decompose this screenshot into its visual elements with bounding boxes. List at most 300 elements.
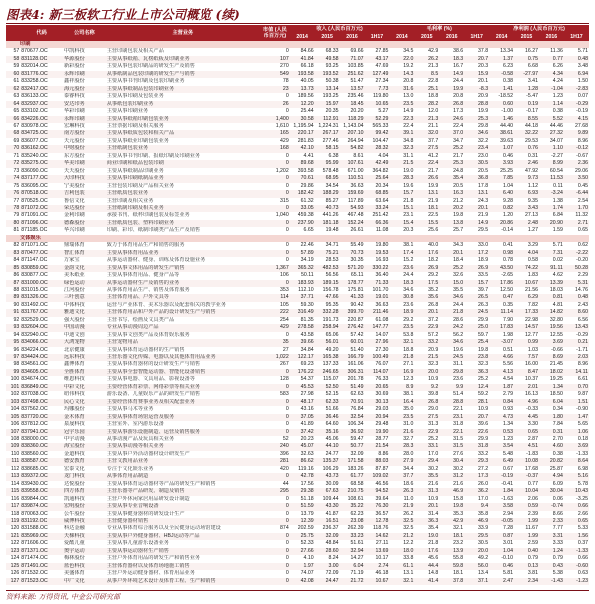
cell-mcap: 0 xyxy=(260,533,290,540)
cell-value: 1.14 xyxy=(539,101,564,108)
cell-value: 50.77 xyxy=(340,443,365,450)
cell-value: 38.1 xyxy=(403,242,414,249)
cell-value: 176.22 xyxy=(290,369,315,376)
cell-value: 32.09 xyxy=(350,450,364,457)
cell-value: 47.69 xyxy=(375,63,389,70)
cell-index: 81 xyxy=(13,227,20,234)
cell-value: 1.23 xyxy=(502,436,514,443)
cell-value: 15.97 xyxy=(315,101,340,108)
cell-value: 22.98 xyxy=(524,316,538,323)
cell-value: 3.31 xyxy=(539,533,564,540)
cell-value: 46.56 xyxy=(375,480,389,487)
cell-value: 39.64 xyxy=(375,495,389,502)
cell-value: 47.92 xyxy=(524,167,538,174)
cell-value: 17.2 xyxy=(464,250,489,257)
cell-index: 80 xyxy=(6,220,20,227)
cell-value: 44.46 xyxy=(549,122,563,129)
cell-value: 175.81 xyxy=(347,286,364,293)
cell-value: 95.35 xyxy=(325,301,339,308)
cell-code: 832417.OC xyxy=(20,86,63,93)
cell-mcap: 35 xyxy=(260,339,290,346)
cell-name: 泉晟科技 xyxy=(63,421,85,428)
cell-value: 1.84 xyxy=(489,488,514,495)
cell-name: 中广文化 xyxy=(63,578,106,585)
cell-value: 5.56 xyxy=(502,361,514,368)
header-year: 2016 xyxy=(539,33,564,41)
cell-value: 17.6 xyxy=(414,548,439,555)
cell-name: 冠宇乐园 xyxy=(63,429,106,436)
cell-value: 3.54 xyxy=(489,443,514,450)
cell-code: 834605.OC xyxy=(20,369,63,376)
cell-value: 45.6 xyxy=(428,555,439,562)
cell-value: 15.4 xyxy=(389,220,414,227)
table-row xyxy=(6,123,589,130)
cell-value: 23.5 xyxy=(389,324,414,331)
cell-code: 832940.OC xyxy=(21,331,48,338)
cell-business: 从事纸包装印刷业务 xyxy=(106,101,260,108)
cell-value: 34.7 xyxy=(453,137,464,144)
cell-value: 34.19 xyxy=(300,257,314,264)
cell-name: 中迪文创 xyxy=(63,331,85,338)
cell-code: 871091.OC xyxy=(21,212,48,219)
cell-value: 32.09 xyxy=(315,533,340,540)
cell-value: 100.49 xyxy=(364,354,389,361)
cell-value: 32.6 xyxy=(453,272,464,279)
cell-mcap: 1,610 xyxy=(275,122,289,129)
cell-value: 66.18 xyxy=(300,63,314,70)
table-row xyxy=(6,317,589,324)
cell-value: 38.1 xyxy=(403,391,414,398)
cell-name: 德安教育 xyxy=(63,458,106,465)
cell-value: 30.8 xyxy=(389,294,414,301)
cell-index: 122 xyxy=(10,540,20,547)
cell-index: 99 xyxy=(6,369,20,376)
cell-value: 25.2 xyxy=(478,376,489,383)
cell-value: 3.93 xyxy=(489,160,514,167)
cell-value: 24.4 xyxy=(453,301,464,308)
cell-code: 870677.OC xyxy=(21,48,48,55)
cell-index: 64 xyxy=(6,101,20,108)
cell-value: 5.71 xyxy=(577,48,588,55)
cell-value: 27.11 xyxy=(375,540,389,547)
table-row xyxy=(6,354,589,361)
cell-value: 27.34 xyxy=(375,78,389,85)
cell-value: 16.9 xyxy=(389,369,414,376)
cell-code: 871185.OC xyxy=(21,227,48,234)
cell-value: 20.8 xyxy=(453,93,464,100)
cell-code: 830859.OC xyxy=(20,265,63,272)
cell-value: 1.04 xyxy=(489,548,514,555)
header-year: 1H17 xyxy=(464,33,489,41)
cell-value: 68.95 xyxy=(315,175,340,182)
cell-value: 26.0 xyxy=(478,480,489,487)
cell-value: 56.0 xyxy=(464,563,489,570)
cell-mcap: 0 xyxy=(260,578,290,585)
cell-mcap: 420 xyxy=(280,465,289,472)
cell-value: 237.90 xyxy=(290,220,315,227)
table-row xyxy=(6,473,589,480)
cell-code: 871072.OC xyxy=(20,205,63,212)
table-row xyxy=(6,265,589,272)
cell-code: 831192.OC xyxy=(20,518,63,525)
cell-value: 20.8 xyxy=(403,78,414,85)
cell-value: 8.47 xyxy=(514,369,539,376)
header-biz: 主营业务 xyxy=(106,25,260,41)
cell-code: 871371.OC xyxy=(20,548,63,555)
cell-value: 8.24 xyxy=(328,555,339,562)
cell-value: 32.94 xyxy=(340,548,365,555)
table-row xyxy=(6,481,589,488)
cell-business: 主营印刷及相关业务 xyxy=(106,197,154,204)
cell-value: 1.20 xyxy=(502,212,514,219)
cell-mcap: 281 xyxy=(260,458,290,465)
cell-value: 13.14 xyxy=(315,86,340,93)
cell-code: 837562.OC xyxy=(21,406,48,413)
cell-value: 8.99 xyxy=(539,160,564,167)
cell-value: 16.00 xyxy=(524,361,538,368)
cell-value: -1.23 xyxy=(564,578,589,585)
cell-value: 2.36 xyxy=(564,160,589,167)
table-row xyxy=(6,384,589,391)
cell-value: 24.47 xyxy=(315,578,340,585)
cell-value: 46.9 xyxy=(439,488,464,495)
cell-value: 10.65 xyxy=(364,101,389,108)
cell-value: 30.58 xyxy=(290,116,315,123)
cell-value: 30.2 xyxy=(453,465,464,472)
cell-value: 17.8 xyxy=(478,182,489,189)
cell-value: 12.50 xyxy=(500,286,514,293)
cell-value: 30.13 xyxy=(364,399,389,406)
cell-index: 86 xyxy=(13,272,20,279)
cell-value: 13.34 xyxy=(500,48,514,55)
cell-value: 0.18 xyxy=(577,436,588,443)
cell-name: 爱酷儿童 xyxy=(63,540,85,547)
cell-value: 14.76 xyxy=(575,286,588,293)
cell-name: 中凯科技 xyxy=(63,48,85,55)
cell-value: 61.32 xyxy=(300,197,314,204)
cell-value: 21.7 xyxy=(453,152,464,159)
cell-index: 119 xyxy=(6,518,20,525)
cell-value: 51.61 xyxy=(350,540,364,547)
cell-value: 45.06 xyxy=(325,436,339,443)
cell-value: 33.0 xyxy=(478,242,489,249)
cell-value: 94.52 xyxy=(364,488,389,495)
header-margin: 毛利率 (%) xyxy=(389,25,489,33)
cell-value: 4.24 xyxy=(552,78,563,85)
cell-value: 459.38 xyxy=(297,212,314,219)
cell-value: 267.17 xyxy=(315,130,340,137)
cell-value: 114.07 xyxy=(364,369,389,376)
cell-value: 22.9 xyxy=(414,324,439,331)
cell-value: 193.25 xyxy=(322,93,339,100)
cell-value: 6.61 xyxy=(577,376,588,383)
cell-value: 20.1 xyxy=(464,205,489,212)
cell-value: 1.51 xyxy=(564,399,589,406)
cell-business: 主要从事文创类产品及体育娱乐服务 xyxy=(106,331,190,338)
cell-value: 1.03 xyxy=(527,346,538,353)
cell-value: 14.11 xyxy=(564,369,589,376)
cell-value: 183.93 xyxy=(290,280,315,287)
section-label: 印刷 xyxy=(6,41,589,48)
cell-value: 51.18 xyxy=(300,495,314,502)
cell-name: 天天股份 xyxy=(63,167,85,174)
cell-value: 21.8 xyxy=(428,540,439,547)
cell-value: 21.54 xyxy=(364,443,389,450)
cell-value: 43.17 xyxy=(364,56,389,63)
cell-value: -1.04 xyxy=(539,86,564,93)
cell-value: -0.90 xyxy=(576,406,588,413)
cell-business: 主营票据印刷及相关服务 xyxy=(106,122,164,129)
cell-value: 16.3 xyxy=(439,190,464,197)
cell-value: 23.0 xyxy=(478,152,489,159)
cell-value: 11.53 xyxy=(539,175,564,182)
cell-value: 207.10 xyxy=(340,130,365,137)
cell-value: 68.58 xyxy=(350,480,364,487)
cell-business: 主营体育用品、户外文具等 xyxy=(106,294,260,301)
cell-value: 8.5 xyxy=(414,71,439,78)
cell-value: 49.2 xyxy=(478,555,489,562)
cell-mcap: 0 xyxy=(285,93,289,100)
cell-business: 致力于体育用品生产和销售的服务 xyxy=(106,242,185,249)
cell-value: 0.11 xyxy=(553,182,563,189)
cell-value: 32.22 xyxy=(514,130,539,137)
cell-mcap: 874 xyxy=(280,525,289,532)
cell-value: 59.2 xyxy=(478,391,489,398)
cell-value: 22.4 xyxy=(403,122,414,129)
cell-value: 7.28 xyxy=(502,525,514,532)
cell-value: 66.36 xyxy=(364,220,389,227)
cell-index: 89 xyxy=(6,294,20,301)
cell-value: 35.22 xyxy=(340,503,365,510)
cell-value: 69.23 xyxy=(300,361,314,368)
cell-index: 78 xyxy=(6,205,20,212)
table-row xyxy=(6,347,589,354)
cell-value: 183.26 xyxy=(347,465,364,472)
cell-value: 0.31 xyxy=(539,429,564,436)
cell-value: 1.47 xyxy=(564,414,589,421)
cell-value: 64.60 xyxy=(325,421,339,428)
cell-value: 19.9 xyxy=(439,86,464,93)
cell-value: 0.65 xyxy=(564,518,589,525)
cell-value: 13.4 xyxy=(478,570,489,577)
cell-business: 主营户外运动健身器材、体育用品业务 xyxy=(106,570,195,577)
cell-value: 18.1 xyxy=(453,570,464,577)
cell-value: 0.60 xyxy=(489,101,514,108)
cell-value: 1,143.04 xyxy=(343,122,364,129)
cell-business: 主要从事电器、文具用品、影视设备等 xyxy=(106,376,195,383)
cell-index: 92 xyxy=(13,316,20,323)
cell-value: 8.96 xyxy=(577,361,588,368)
cell-value: 39.66 xyxy=(290,339,315,346)
cell-value: 171.58 xyxy=(340,458,365,465)
cell-value: 1.28 xyxy=(514,86,539,93)
cell-value: 127.49 xyxy=(364,71,389,78)
cell-mcap: 0 xyxy=(260,518,290,525)
cell-value: 75.21 xyxy=(315,250,340,257)
cell-value: 68.33 xyxy=(325,48,339,55)
cell-mcap: 0 xyxy=(260,473,290,480)
cell-value: -0.58 xyxy=(489,71,514,78)
cell-name: 远东科技 xyxy=(63,354,106,361)
cell-value: 13.69 xyxy=(364,548,389,555)
cell-value: 1.59 xyxy=(552,227,563,234)
cell-value: 26.2 xyxy=(403,510,414,517)
cell-business: 主要从事印刷业务 xyxy=(106,108,149,115)
cell-value: 251.42 xyxy=(372,212,389,219)
cell-value: 70.91 xyxy=(340,399,365,406)
cell-value: 57.42 xyxy=(350,331,364,338)
cell-value: 68.85 xyxy=(364,190,389,197)
cell-value: 236.37 xyxy=(322,525,339,532)
cell-value: 30.69 xyxy=(375,391,389,398)
cell-value: 10.9 xyxy=(478,406,489,413)
cell-value: 33.5 xyxy=(478,272,489,279)
cell-value: 27.32 xyxy=(539,130,564,137)
cell-value: 110.51 xyxy=(340,175,365,182)
cell-value: 4.62 xyxy=(552,272,563,279)
cell-code: 836162.OC xyxy=(20,145,63,152)
cell-mcap: 1,040 xyxy=(275,212,289,219)
cell-value: 17.0 xyxy=(428,450,439,457)
cell-business: 主营文教用品业务 xyxy=(106,458,260,465)
cell-value: 306.31 xyxy=(340,369,365,376)
cell-value: 22.4 xyxy=(453,122,464,129)
cell-value: 23.08 xyxy=(340,518,365,525)
header-year: 1H17 xyxy=(364,33,389,41)
cell-value: 8.86 xyxy=(378,450,389,457)
cell-name: 德森股份 xyxy=(63,220,106,227)
cell-value: 41.87 xyxy=(325,510,339,517)
cell-value: 37.7 xyxy=(389,473,414,480)
cell-value: 52.50 xyxy=(315,384,340,391)
cell-value: 27.5 xyxy=(414,145,439,152)
header-rev: 收入 (人民币百万元) xyxy=(290,25,390,33)
cell-value: 8.61 xyxy=(353,152,364,159)
cell-code: 835240.OC xyxy=(21,152,48,159)
cell-value: 62.23 xyxy=(350,510,364,517)
cell-code: 871096.OC xyxy=(20,220,63,227)
cell-value: 4.66 xyxy=(489,354,514,361)
cell-value: 31.3 xyxy=(414,488,439,495)
cell-value: 135.37 xyxy=(315,458,340,465)
cell-value: -1.33 xyxy=(564,548,589,555)
cell-value: 35.2 xyxy=(428,286,439,293)
cell-mcap: 549 xyxy=(260,71,290,78)
cell-code: 839372.OC xyxy=(20,473,63,480)
cell-value: 0.65 xyxy=(514,429,539,436)
cell-value: 332.28 xyxy=(315,309,340,316)
cell-value: 23.5 xyxy=(389,414,414,421)
cell-value: 25.75 xyxy=(290,533,315,540)
table-row xyxy=(6,391,589,398)
cell-value: 109.44 xyxy=(322,495,339,502)
cell-value: 106.34 xyxy=(347,421,364,428)
cell-code: 833258.OC xyxy=(21,78,48,85)
cell-value: 7.85 xyxy=(489,175,514,182)
cell-code: 871523.OC xyxy=(20,578,63,585)
cell-value: 32.7 xyxy=(403,436,414,443)
cell-value: 1.07 xyxy=(489,145,514,152)
cell-mcap: 44 xyxy=(282,480,289,487)
cell-value: 28.77 xyxy=(375,436,389,443)
cell-value: 0.51 xyxy=(502,346,514,353)
cell-value: 251.62 xyxy=(340,71,365,78)
cell-value: 32.1 xyxy=(389,339,414,346)
cell-business: 主营书写、绘画及文具类产品 xyxy=(106,316,175,323)
cell-name: 南方股份 xyxy=(63,130,106,137)
cell-value: 0.45 xyxy=(577,182,588,189)
cell-mcap: 583 xyxy=(280,391,289,398)
table-row xyxy=(6,227,589,234)
cell-value: 16.93 xyxy=(375,257,389,264)
cell-value: 45.53 xyxy=(290,384,315,391)
cell-value: 191.73 xyxy=(322,316,339,323)
cell-name: 永辉印刷 xyxy=(63,71,106,78)
cell-value: 43.30 xyxy=(315,503,340,510)
cell-value: 17.83 xyxy=(489,324,514,331)
cell-value: 86.62 xyxy=(290,458,315,465)
cell-value: 30.09 xyxy=(325,480,339,487)
cell-value: 21.9 xyxy=(478,212,489,219)
cell-value: 76.07 xyxy=(375,361,389,368)
cell-index: 62 xyxy=(6,86,20,93)
cell-business: 主要从事书刊印刷、报纸印刷及印刷业务 xyxy=(106,152,201,159)
cell-value: 54.82 xyxy=(340,145,365,152)
table-row xyxy=(6,302,589,309)
cell-value: 37.0 xyxy=(439,130,464,137)
cell-value: 21.8 xyxy=(439,309,464,316)
cell-value: 72.09 xyxy=(325,570,339,577)
cell-value: 31.6 xyxy=(389,86,414,93)
cell-name: 鲁信文化 xyxy=(63,197,85,204)
cell-index: 125 xyxy=(6,563,20,570)
cell-value: 2.06 xyxy=(527,495,538,502)
cell-value: 0.34 xyxy=(552,406,563,413)
cell-name: 科达金融 xyxy=(63,525,85,532)
cell-value: 1.23 xyxy=(552,93,563,100)
cell-business: 主要从事全套智能运动器、智能化设备销售 xyxy=(106,369,260,376)
cell-value: 29.8 xyxy=(439,369,464,376)
table-row xyxy=(6,443,589,450)
cell-index: 116 xyxy=(10,495,20,502)
cell-business: 主要从事户外健身器材、HBJ运动等产品 xyxy=(106,533,260,540)
cell-value: 188.29 xyxy=(315,190,340,197)
cell-value: 22.8 xyxy=(428,78,439,85)
cell-value: 0.58 xyxy=(527,257,538,264)
header-year: 2016 xyxy=(340,33,365,41)
cell-value: 34.84 xyxy=(300,346,314,353)
cell-value: 8.69 xyxy=(539,354,564,361)
cell-value: 61.08 xyxy=(375,316,389,323)
cell-mcap: 0 xyxy=(260,429,290,436)
cell-value: 18.3 xyxy=(389,280,414,287)
cell-value: 1.97 xyxy=(290,563,315,570)
cell-mcap: 1,202 xyxy=(275,167,289,174)
cell-name: 全胜体育 xyxy=(63,369,106,376)
cell-value: 2.39 xyxy=(527,510,538,517)
cell-value: 10.17 xyxy=(375,555,389,562)
cell-name: 金木体育 xyxy=(63,414,106,421)
cell-index: 58 xyxy=(6,56,20,63)
cell-value: 28.8 xyxy=(464,101,489,108)
cell-value: 26.61 xyxy=(350,227,364,234)
cell-value: 6.56 xyxy=(577,316,588,323)
cell-mcap: 0 xyxy=(285,540,289,547)
cell-business: 主要从事纸业印刷包装业务 xyxy=(106,137,169,144)
cell-value: 14.8 xyxy=(428,570,439,577)
cell-value: 0.02 xyxy=(552,257,563,264)
cell-index: 101 xyxy=(6,384,20,391)
